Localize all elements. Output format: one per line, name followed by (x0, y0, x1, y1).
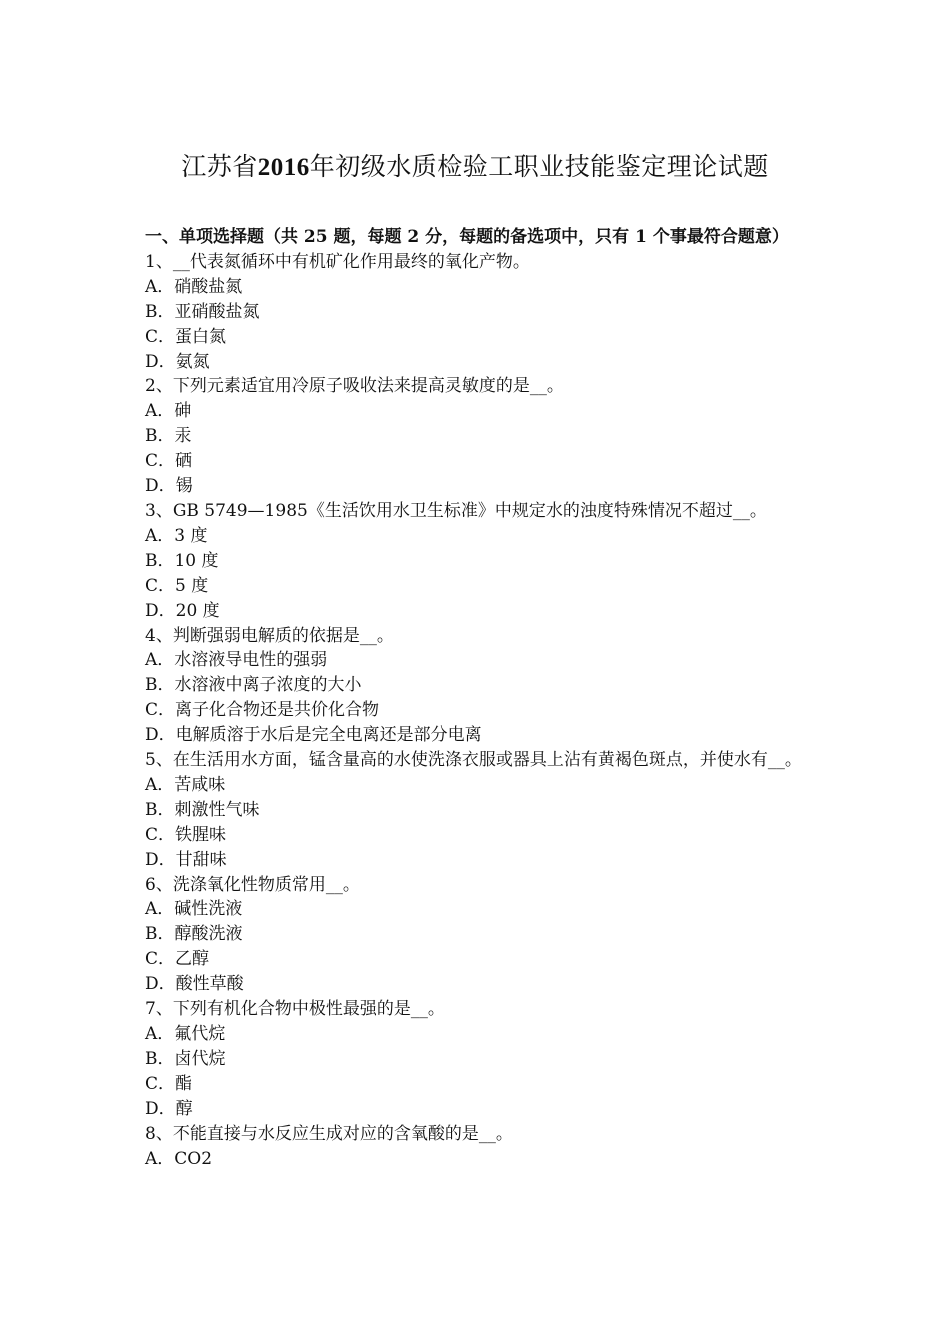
section-heading: 一、单项选择题（共 25 题，每题 2 分，每题的备选项中，只有 1 个事最符合题意） (145, 227, 789, 247)
option-a: A．苦咸味 (145, 774, 226, 795)
option-d: D．酸性草酸 (145, 974, 244, 995)
option-c: C．铁腥味 (145, 824, 227, 845)
option-d: D．氨氮 (145, 351, 210, 372)
question-list (145, 225, 810, 1171)
question-7 (145, 997, 810, 1122)
option-a: A．3 度 (145, 525, 208, 546)
question-6 (145, 873, 810, 998)
option-b: B．醇酸洗液 (145, 924, 243, 945)
option-b: B．刺激性气味 (145, 799, 260, 820)
option-d: D．甘甜味 (145, 849, 227, 870)
option-d: D．20 度 (145, 600, 220, 621)
option-a: A．硝酸盐氮 (145, 276, 243, 297)
question-stem: 2、下列元素适宜用冷原子吸收法来提高灵敏度的是__。 (145, 376, 564, 397)
question-5 (145, 748, 810, 873)
question-4 (145, 624, 810, 749)
option-c: C．硒 (145, 451, 193, 472)
option-a: A．砷 (145, 401, 192, 422)
option-c: C．酯 (145, 1073, 193, 1094)
option-c: C．乙醇 (145, 949, 210, 970)
option-a: A．CO2 (145, 1148, 213, 1169)
question-stem: 8、不能直接与水反应生成对应的含氧酸的是__。 (145, 1123, 513, 1144)
option-a: A．水溶液导电性的强弱 (145, 650, 328, 671)
question-stem: 4、判断强弱电解质的依据是__。 (145, 625, 394, 646)
option-c: C．蛋白氮 (145, 326, 227, 347)
option-d: D．电解质溶于水后是完全电离还是部分电离 (145, 725, 482, 746)
option-d: D．锡 (145, 476, 193, 497)
option-c: C．5 度 (145, 575, 209, 596)
option-b: B．亚硝酸盐氮 (145, 301, 260, 322)
question-stem: 1、__代表氮循环中有机矿化作用最终的氧化产物。 (145, 251, 530, 272)
option-b: B．水溶液中离子浓度的大小 (145, 675, 362, 696)
option-b: B．10 度 (145, 550, 219, 571)
question-stem: 7、下列有机化合物中极性最强的是__。 (145, 999, 445, 1020)
question-8 (145, 1122, 810, 1172)
title-year: 2016 (257, 154, 310, 181)
question-2 (145, 374, 810, 499)
option-a: A．碱性洗液 (145, 899, 243, 920)
option-b: B．汞 (145, 426, 192, 447)
question-stem: 5、在生活用水方面，锰含量高的水使洗涤衣服或器具上沾有黄褐色斑点，并使水有__。 (145, 750, 802, 771)
question-stem: 3、GB 5749—1985《生活饮用水卫生标准》中规定水的浊度特殊情况不超过__。 (145, 500, 767, 521)
question-stem: 6、洗涤氧化性物质常用__。 (145, 874, 360, 895)
question-3 (145, 499, 810, 624)
option-c: C．离子化合物还是共价化合物 (145, 700, 380, 721)
option-b: B．卤代烷 (145, 1048, 226, 1069)
question-1 (145, 250, 810, 375)
option-a: A．氟代烷 (145, 1024, 226, 1044)
title-suffix: 年初级水质检验工职业技能鉴定理论试题 (309, 152, 769, 181)
document-title (0, 150, 950, 185)
option-d: D．醇 (145, 1098, 193, 1119)
title-prefix: 江苏省 (181, 152, 258, 181)
